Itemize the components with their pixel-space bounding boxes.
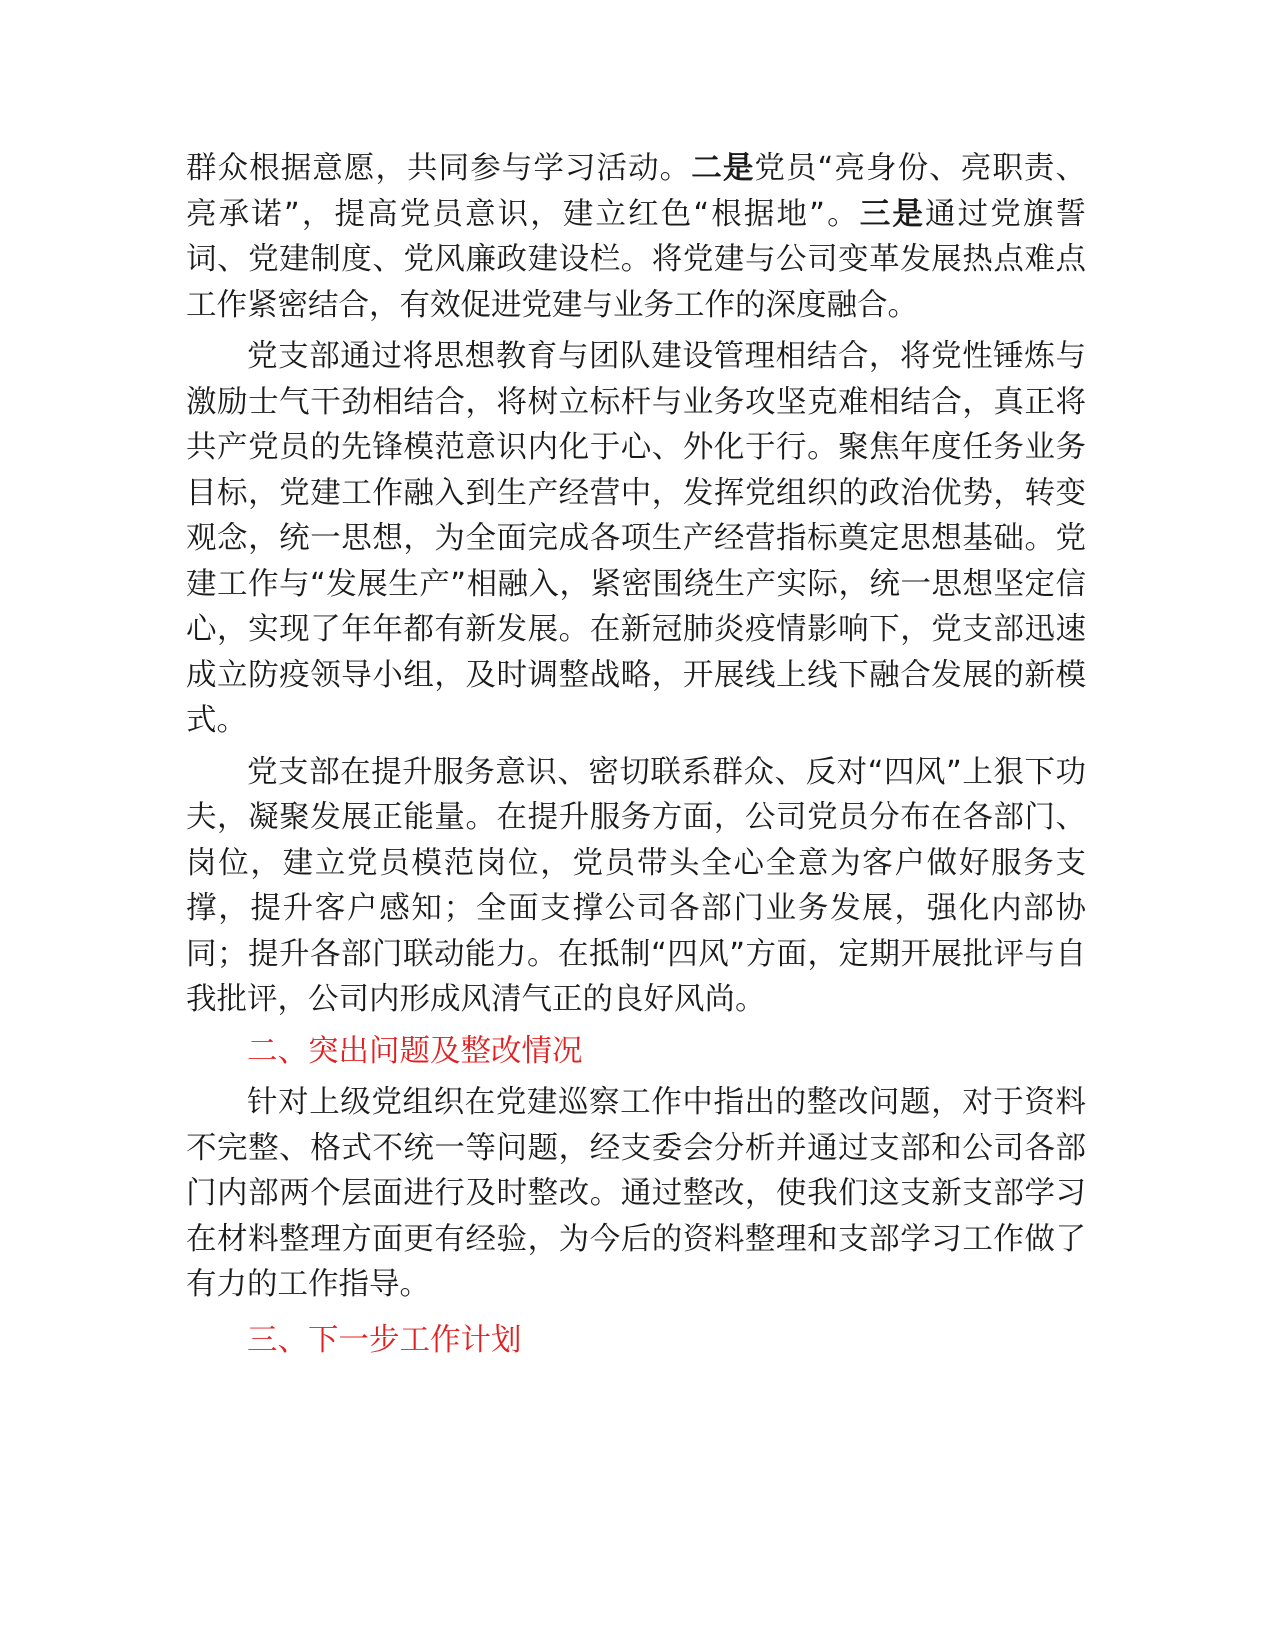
paragraph-1-text-a: 群众根据意愿，共同参与学习活动。 <box>186 151 692 186</box>
paragraph-1-bold-1: 二是 <box>691 151 755 186</box>
document-body <box>186 146 1086 1369</box>
paragraph-1-text-c: 通过党旗誓词、党建制度、党风廉政建设栏。将党建与公司变革发展热点难点工作紧密结合，有效促进党建与业务工作的深度融合。 <box>186 196 1087 323</box>
section-heading-3: 三、下一步工作计划 <box>247 1322 522 1358</box>
paragraph-1 <box>186 146 1086 328</box>
paragraph-3: 党支部在提升服务意识、密切联系群众、反对“四风”上狠下功夫，凝聚发展正能量。在提升服务方面，公司党员分布在各部门、岗位，建立党员模范岗位，党员带头全心全意为客户做好服务支撑，提升客户感知；全面支撑公司各部门业务发展，强化内部协同；提升各部门联动能力。在抵制“四风”方面，定期开展批评与自我批评，公司内形成风清气正的良好风尚。 <box>186 754 1086 1017</box>
paragraph-1-bold-2: 三是 <box>859 196 925 232</box>
paragraph-1-text-b: 党员“亮身份、亮职责、亮承诺”，提高党员意识，建立红色“根据地”。 <box>186 151 1086 232</box>
section-heading-2: 二、突出问题及整改情况 <box>247 1033 583 1069</box>
paragraph-4: 针对上级党组织在党建巡察工作中指出的整改问题，对于资料不完整、格式不统一等问题，经支委会分析并通过支部和公司各部门内部两个层面进行及时整改。通过整改，使我们这支新支部学习在材料整理方面更有经验，为今后的资料整理和支部学习工作做了有力的工作指导。 <box>186 1085 1086 1302</box>
paragraph-2: 党支部通过将思想教育与团队建设管理相结合，将党性锤炼与激励士气干劲相结合，将树立标杆与业务攻坚克难相结合，真正将共产党员的先锋模范意识内化于心、外化于行。聚焦年度任务业务目标，党建工作融入到生产经营中，发挥党组织的政治优势，转变观念，统一思想，为全面完成各项生产经营指标奠定思想基础。党建工作与“发展生产”相融入，紧密围绕生产实际，统一思想坚定信心，实现了年年都有新发展。在新冠肺炎疫情影响下，党支部迅速成立防疫领导小组，及时调整战略，开展线上线下融合发展的新模式。 <box>186 339 1086 738</box>
